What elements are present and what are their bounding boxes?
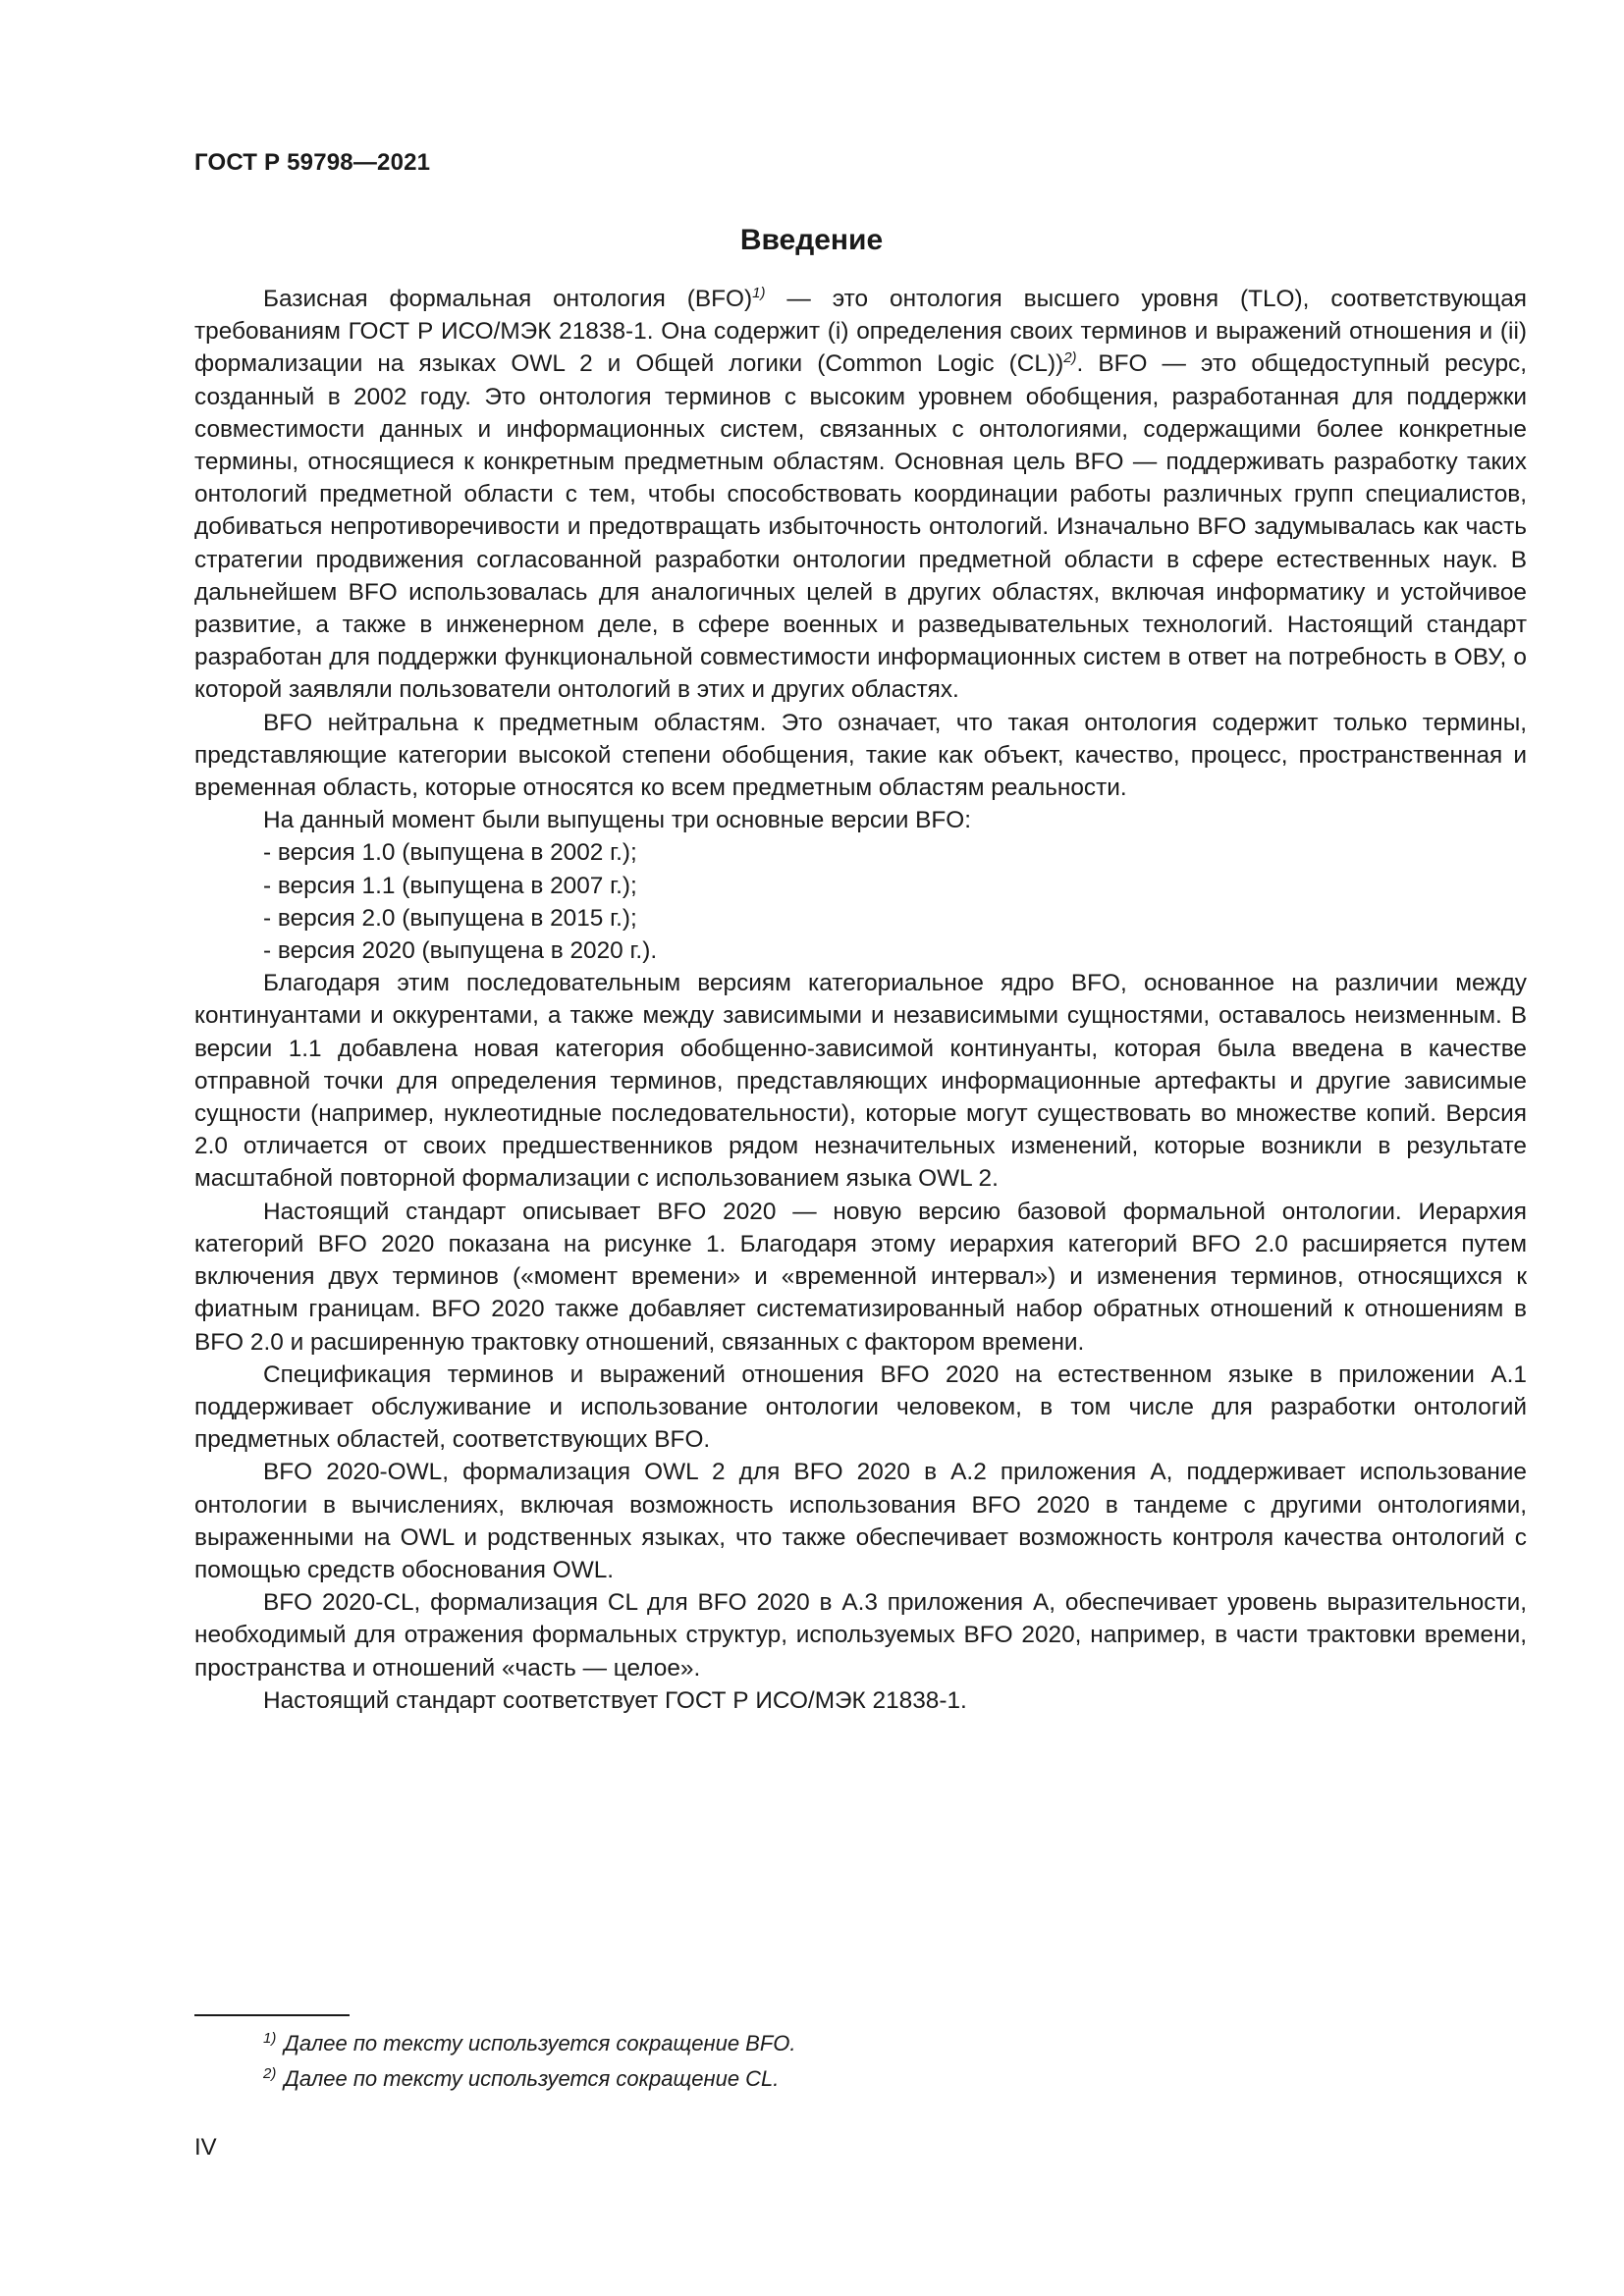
page-number: IV	[194, 2134, 217, 2161]
footnote-2	[263, 2061, 796, 2097]
paragraph-4: Благодаря этим последовательным версиям категориальное ядро BFO, основанное на различии между континуантами и оккурентами, а также между зависимыми и независимыми сущностями, оставалось неизменным. В версии 1.1 добавлена новая категория обобщенно-зависимой континуанты, которая была введена в качестве отправной точки для определения терминов, представляющих информационные артефакты и другие зависимые сущности (например, нуклеотидные последовательности), которые могут существовать во множестве копий. Версия 2.0 отличается от своих предшественников рядом незначительных изменений, которые возникли в результате масштабной повторной формализации с использованием языка OWL 2.	[194, 970, 1527, 1193]
footnote-1-mark: 1)	[263, 2029, 277, 2047]
version-list-item-1: - версия 1.0 (выпущена в 2002 г.);	[263, 839, 637, 867]
footnote-ref-2: 2)	[1063, 349, 1077, 367]
paragraph-1-part-a: Базисная формальная онтология (BFO)	[263, 286, 753, 312]
version-list-item-2: - версия 1.1 (выпущена в 2007 г.);	[263, 872, 637, 899]
version-list-item-3: - версия 2.0 (выпущена в 2015 г.);	[263, 904, 637, 932]
footnote-divider	[194, 2014, 350, 2016]
paragraph-8: BFO 2020-CL, формализация CL для BFO 2020 в А.3 приложения А, обеспечивает уровень выразительности, необходимый для отражения формальных структур, используемых BFO 2020, например, в части трактовки времени, пространства и отношений «часть — целое».	[194, 1589, 1527, 1682]
section-title: Введение	[739, 224, 884, 256]
footnote-2-text: Далее по тексту используется сокращение CL.	[284, 2066, 780, 2091]
footnotes	[263, 2026, 796, 2097]
paragraph-6: Спецификация терминов и выражений отношения BFO 2020 на естественном языке в приложении А.1 поддерживает обслуживание и использование онтологии человеком, в том числе для разработки онтологий предметных областей, соответствующих BFO.	[194, 1361, 1527, 1454]
paragraph-3: На данный момент были выпущены три основные версии BFO:	[263, 807, 972, 834]
footnote-ref-1: 1)	[752, 284, 766, 301]
paragraph-1-part-c: . BFO — это общедоступный ресурс, созданный в 2002 году. Это онтология терминов с высоким уровнем обобщения, разработанная для поддержки совместимости данных и информационных систем, связанных с онтологиями, содержащими более конкретные термины, относящиеся к конкретным предметным областям. Основная цель BFO — поддерживать разработку таких онтологий предметной области с тем, чтобы способствовать координации работы различных групп специалистов, добиваться непротиворечивости и предотвращать избыточность онтологий. Изначально BFO задумывалась как часть стратегии продвижения согласованной разработки онтологии предметной области в сфере естественных наук. В дальнейшем BFO использовалась для аналогичных целей в других областях, включая информатику и устойчивое развитие, а также в инженерном деле, в сфере военных и разведывательных технологий. Настоящий стандарт разработан для поддержки функциональной совместимости информационных систем в ответ на потребность в ОВУ, о которой заявляли пользователи онтологий в этих и других областях.	[194, 350, 1527, 704]
paragraph-1-part-b: — это онтология высшего уровня (TLO), соответствующая требованиям ГОСТ Р ИСО/МЭК 21838-1. Она содержит (i) определения своих терминов и выражений отношения и (ii) формализации на языках OWL 2 и Общей логики (Common Logic (CL))	[194, 286, 1527, 378]
paragraph-1	[194, 283, 1527, 707]
paragraph-7: BFO 2020-OWL, формализация OWL 2 для BFO 2020 в А.2 приложения А, поддерживает использование онтологии в вычислениях, включая возможность использования BFO 2020 в тандеме с другими онтологиями, выраженными на OWL и родственных языках, что также обеспечивает возможность контроля качества онтологий с помощью средств обоснования OWL.	[194, 1459, 1527, 1583]
footnote-2-mark: 2)	[263, 2064, 277, 2082]
paragraph-5: Настоящий стандарт описывает BFO 2020 — новую версию базовой формальной онтологии. Иерархия категорий BFO 2020 показана на рисунке 1. Благодаря этому иерархия категорий BFO 2.0 расширяется путем включения двух терминов («момент времени» и «временной интервал») и изменения терминов, относящихся к фиатным границам. BFO 2020 также добавляет систематизированный набор обратных отношений к отношениям в BFO 2.0 и расширенную трактовку отношений, связанных с фактором времени.	[194, 1198, 1527, 1356]
footnote-1-text: Далее по тексту используется сокращение BFO.	[284, 2031, 796, 2056]
version-list-item-4: - версия 2020 (выпущена в 2020 г.).	[263, 937, 658, 965]
paragraph-9: Настоящий стандарт соответствует ГОСТ Р ИСО/МЭК 21838-1.	[263, 1686, 967, 1714]
main-text	[194, 283, 1527, 1717]
paragraph-2: BFO нейтральна к предметным областям. Это означает, что такая онтология содержит только термины, представляющие категории высокой степени обобщения, такие как объект, качество, процесс, пространственная и временная область, которые относятся ко всем предметным областям реальности.	[194, 709, 1527, 802]
standard-header: ГОСТ Р 59798—2021	[194, 149, 431, 176]
footnote-1	[263, 2026, 796, 2061]
